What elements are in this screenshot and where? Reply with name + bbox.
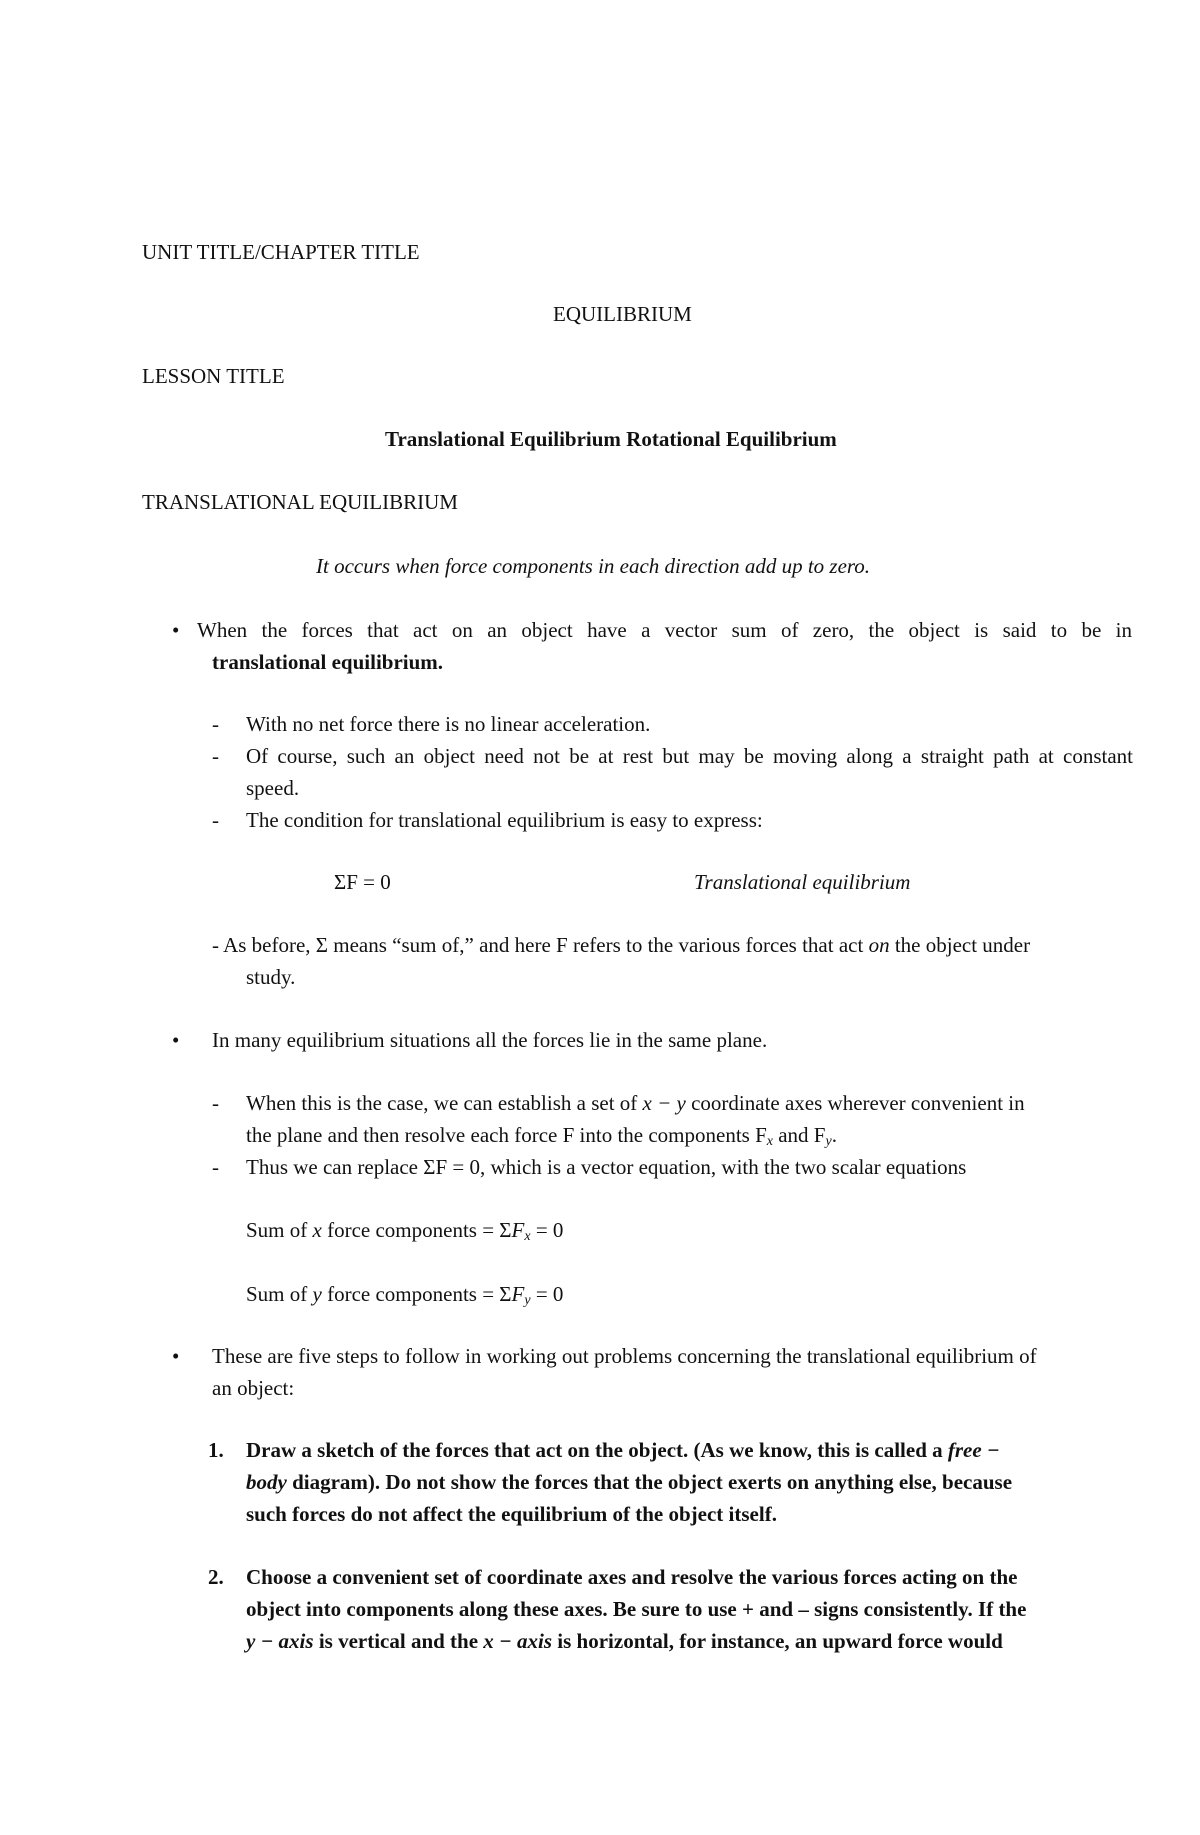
- bullet2-dash2: Thus we can replace ΣF = 0, which is a vector equation, with the two scalar equations: [246, 1155, 967, 1179]
- sigma-note: - As before, Σ means “sum of,” and here F refers to the various forces that act on the object under: [212, 933, 1031, 957]
- dash-marker: -: [212, 712, 219, 736]
- dash-marker: -: [212, 808, 219, 832]
- dash-marker: -: [212, 1091, 219, 1115]
- equation-translational: ΣF = 0: [334, 870, 391, 894]
- section-heading: TRANSLATIONAL EQUILIBRIUM: [142, 490, 458, 514]
- bullet2-dash1: When this is the case, we can establish a set of x − y coordinate axes wherever convenient in: [246, 1091, 1025, 1115]
- equation-label: Translational equilibrium: [694, 870, 911, 894]
- dash2-text-cont: speed.: [246, 776, 300, 800]
- bullet2-dash1-cont: the plane and then resolve each force F into the components $F_x$ and $F_y$.: [246, 1123, 837, 1149]
- bullet-marker: •: [172, 618, 180, 642]
- bullet2-text: In many equilibrium situations all the forces lie in the same plane.: [212, 1028, 768, 1052]
- dash2-text: Of course, such an object need not be at rest but may be moving along a straight path at constant: [246, 744, 1133, 768]
- dash1-text: With no net force there is no linear acceleration.: [246, 712, 651, 736]
- equation-sum-y: Sum of y force components = $\Sigma F_y = 0$: [246, 1282, 564, 1308]
- unit-title-value: EQUILIBRIUM: [553, 302, 692, 326]
- lesson-title-value: Translational Equilibrium Rotational Equilibrium: [385, 427, 837, 451]
- definition-text: It occurs when force components in each direction add up to zero.: [316, 554, 871, 578]
- dash-marker: -: [212, 1155, 219, 1179]
- unit-title-label: UNIT TITLE/CHAPTER TITLE: [142, 240, 420, 264]
- bullet3-line2: an object:: [212, 1376, 295, 1400]
- step-number: 2.: [208, 1565, 224, 1589]
- step2-line3: y − axis is vertical and the x − axis is horizontal, for instance, an upward force would: [246, 1629, 1003, 1653]
- step1-line1: Draw a sketch of the forces that act on the object. (As we know, this is called a free −: [246, 1438, 1000, 1462]
- step1-line2: body diagram). Do not show the forces that the object exerts on anything else, because: [246, 1470, 1013, 1494]
- equation-sum-x: Sum of x force components = $\Sigma F_x = 0$: [246, 1218, 564, 1244]
- step-number: 1.: [208, 1438, 224, 1462]
- step2-line1: Choose a convenient set of coordinate axes and resolve the various forces acting on the: [246, 1565, 1018, 1589]
- bullet3-line1: These are five steps to follow in working out problems concerning the translational equilibrium of: [212, 1344, 1037, 1368]
- lesson-title-label: LESSON TITLE: [142, 364, 285, 388]
- bullet-marker: •: [172, 1344, 180, 1368]
- bullet-marker: •: [172, 1028, 180, 1052]
- dash3-text: The condition for translational equilibrium is easy to express:: [246, 808, 763, 832]
- step2-line2: object into components along these axes. Be sure to use + and – signs consistently. If the: [246, 1597, 1027, 1621]
- bullet1-bold: translational equilibrium.: [212, 650, 444, 674]
- dash-marker: -: [212, 744, 219, 768]
- bullet1-line1: When the forces that act on an object have a vector sum of zero, the object is said to be in: [197, 618, 1132, 642]
- step1-line3: such forces do not affect the equilibrium of the object itself.: [246, 1502, 777, 1526]
- sigma-note-cont: study.: [246, 965, 296, 989]
